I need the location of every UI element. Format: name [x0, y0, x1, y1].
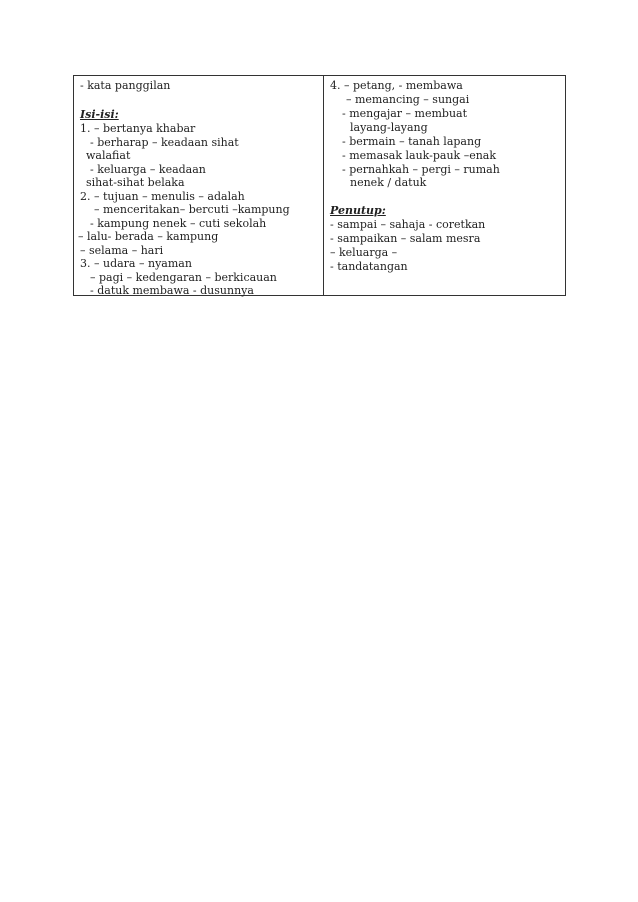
notes-table [73, 75, 566, 296]
right-line: nenek / datuk [350, 176, 427, 189]
left-line: 3. – udara – nyaman [80, 257, 192, 270]
left-line: - datuk membawa - dusunnya [90, 284, 254, 297]
left-line: – pagi – kedengaran – berkicauan [90, 271, 277, 284]
right-line: - bermain – tanah lapang [342, 135, 482, 148]
left-line: – menceritakan– bercuti –kampung [94, 203, 290, 216]
left-line: walafiat [86, 149, 131, 162]
closing-line: - sampaikan – salam mesra [330, 232, 481, 245]
closing-line: – keluarga – [330, 246, 398, 259]
left-line: sihat-sihat belaka [86, 176, 185, 189]
intro-line: - kata panggilan [80, 79, 171, 92]
right-line: 4. – petang, - membawa [330, 79, 463, 92]
left-line: 2. – tujuan – menulis – adalah [80, 190, 245, 203]
left-line: 1. – bertanya khabar [80, 122, 196, 135]
isi-heading: Isi-isi: [80, 108, 119, 121]
penutup-heading: Penutup: [330, 204, 386, 217]
left-column [74, 76, 324, 295]
right-line: - memasak lauk-pauk –enak [342, 149, 497, 162]
closing-line: - tandatangan [330, 260, 408, 273]
left-line: – selama – hari [80, 244, 164, 257]
right-column [324, 76, 565, 295]
left-line: - kampung nenek – cuti sekolah [90, 217, 267, 230]
right-line: – memancing – sungai [346, 93, 470, 106]
left-line: – lalu- berada – kampung [78, 230, 219, 243]
right-line: - pernahkah – pergi – rumah [342, 163, 500, 176]
left-line: - berharap – keadaan sihat [90, 136, 239, 149]
left-line: - keluarga – keadaan [90, 163, 206, 176]
right-line: - mengajar – membuat [342, 107, 468, 120]
closing-line: - sampai – sahaja - coretkan [330, 218, 486, 231]
right-line: layang-layang [350, 121, 428, 134]
